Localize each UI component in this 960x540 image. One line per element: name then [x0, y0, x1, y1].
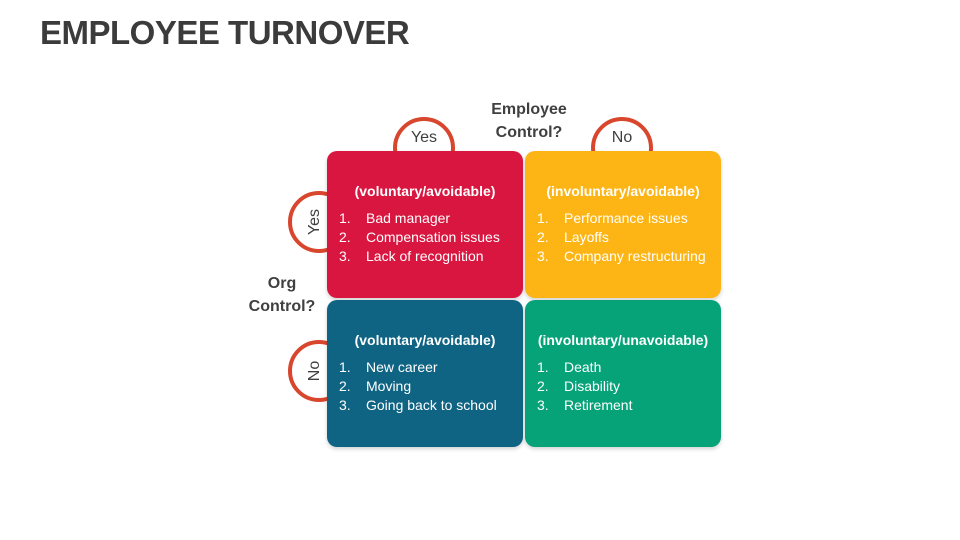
quadrant-bottom-left	[327, 300, 523, 447]
quadrant-list	[339, 209, 500, 266]
list-item: 2. Moving	[339, 378, 412, 394]
quadrant-heading: (involuntary/avoidable)	[546, 183, 700, 199]
page-title: EMPLOYEE TURNOVER	[40, 14, 410, 51]
quadrant-list	[537, 358, 632, 415]
quadrant-top-left	[327, 151, 523, 298]
top-yes-label: Yes	[410, 129, 438, 146]
list-item: 1. Bad manager	[339, 210, 451, 226]
org-control-label	[236, 272, 328, 318]
left-yes-label: Yes	[306, 208, 323, 236]
list-item: 2. Disability	[537, 378, 621, 394]
org-control-line-1: Org	[267, 275, 297, 292]
quadrant-heading: (involuntary/unavoidable)	[537, 332, 709, 348]
quadrant-list	[537, 209, 706, 266]
employee-control-line-2: Control?	[495, 124, 563, 141]
list-item: 2. Layoffs	[537, 229, 609, 245]
quadrant-top-right	[525, 151, 721, 298]
quadrant-bottom-right	[525, 300, 721, 447]
list-item: 3. Lack of recognition	[339, 248, 484, 264]
list-item: 1. Performance issues	[537, 210, 688, 226]
quadrant-heading: (voluntary/avoidable)	[354, 183, 496, 199]
list-item: 1. New career	[339, 359, 438, 375]
list-item: 1. Death	[537, 359, 602, 375]
org-control-line-2: Control?	[248, 298, 316, 315]
top-no-label: No	[611, 129, 633, 146]
list-item: 3. Going back to school	[339, 397, 497, 413]
employee-control-label	[476, 98, 582, 144]
quadrant-list	[339, 358, 497, 415]
list-item: 3. Company restructuring	[537, 248, 706, 264]
list-item: 2. Compensation issues	[339, 229, 500, 245]
quadrant-heading: (voluntary/avoidable)	[354, 332, 496, 348]
list-item: 3. Retirement	[537, 397, 633, 413]
left-no-label: No	[306, 360, 323, 382]
employee-control-line-1: Employee	[491, 101, 567, 118]
